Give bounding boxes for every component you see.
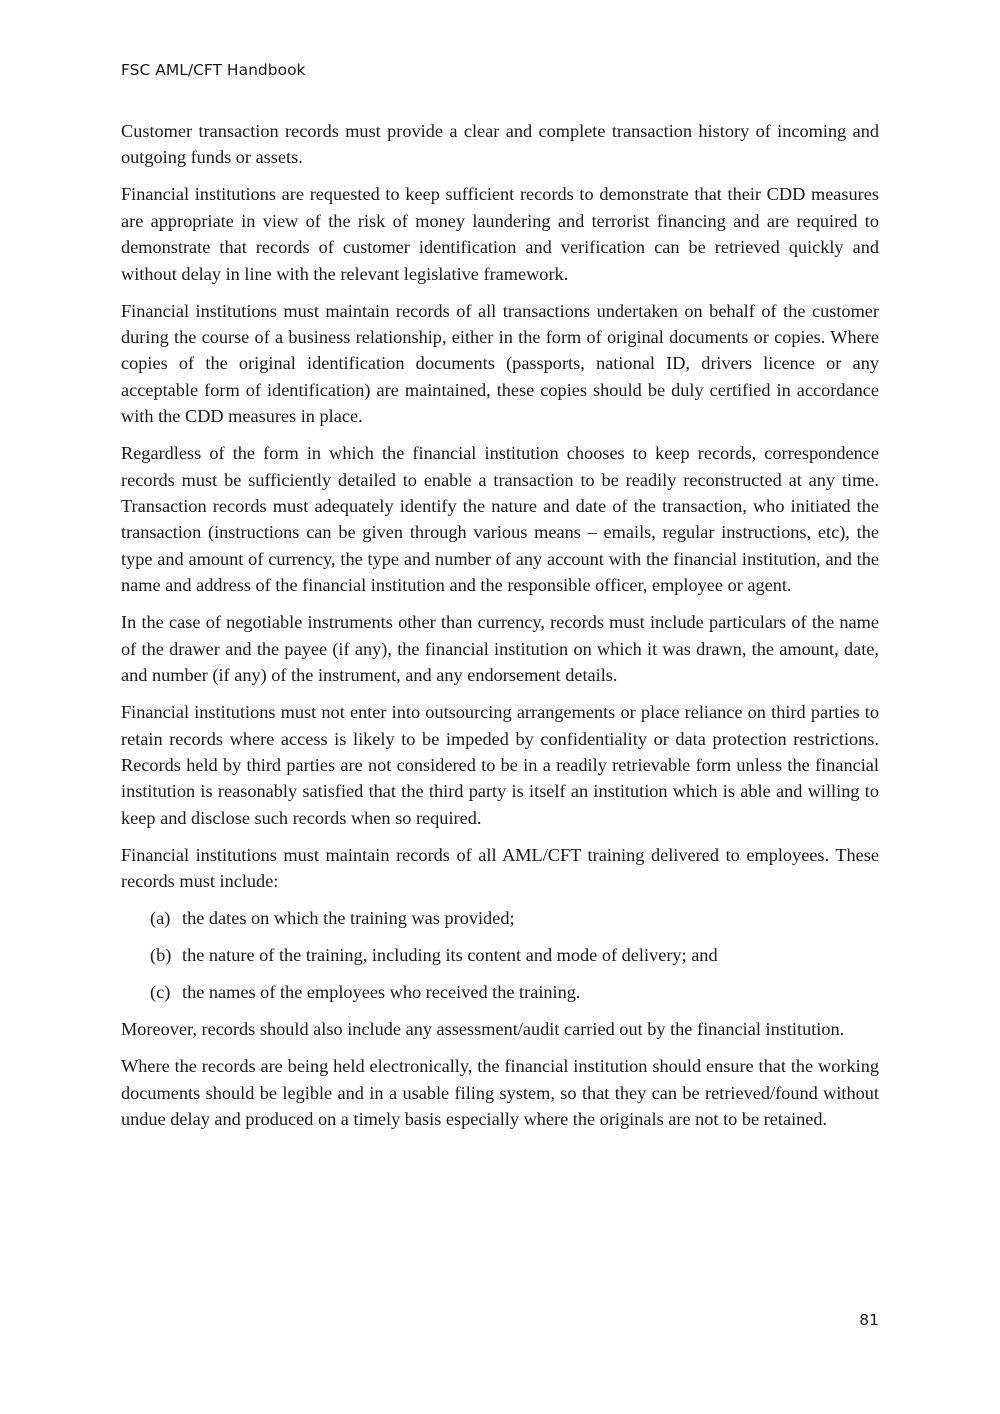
- document-body: [121, 118, 879, 1143]
- paragraph-record-form: Regardless of the form in which the financial institution chooses to keep records, correspondence records must be sufficiently detailed to enable a transaction to be readily reconstructed at any time. Transaction records must adequately identify the nature and date of the transaction, who initiated the transaction (instructions can be given through various means – emails, regular instructions, etc), the type and amount of currency, the type and number of any account with the financial institution, and the name and address of the financial institution and the responsible officer, employee or agent.: [121, 443, 879, 596]
- paragraph-assessment-audit: Moreover, records should also include any assessment/audit carried out by the financial institution.: [121, 1019, 845, 1040]
- list-marker: (a): [150, 908, 171, 929]
- list-item-text: the dates on which the training was provided;: [182, 908, 515, 929]
- list-item-text: the nature of the training, including its content and mode of delivery; and: [182, 945, 718, 966]
- paragraph-cdd-records: Financial institutions are requested to keep sufficient records to demonstrate that their CDD measures are appropriate in view of the risk of money laundering and terrorist financing and are required to demonstrate that records of customer identification and verification can be retrieved quickly and without delay in line with the relevant legislative framework.: [121, 184, 879, 284]
- paragraph-transaction-records: Financial institutions must maintain records of all transactions undertaken on behalf of the customer during the course of a business relationship, either in the form of original documents or copies. Where copies of the original identification documents (passports, national ID, drivers licence or any acceptable form of identification) are maintained, these copies should be duly certified in accordance with the CDD measures in place.: [121, 300, 879, 427]
- training-records-list: [121, 905, 879, 1005]
- paragraph-outsourcing: Financial institutions must not enter into outsourcing arrangements or place reliance on third parties to retain records where access is likely to be impeded by confidentiality or data protection restrictions. Records held by third parties are not considered to be in a readily retrievable form unless the financial institution is reasonably satisfied that the third party is itself an institution which is able and willing to keep and disclose such records when so required.: [121, 702, 879, 828]
- running-header: FSC AML/CFT Handbook: [121, 61, 306, 79]
- list-item: [121, 942, 879, 968]
- list-item-text: the names of the employees who received the training.: [182, 982, 581, 1003]
- paragraph-transaction-history: Customer transaction records must provide a clear and complete transaction history of incoming and outgoing funds or assets.: [121, 121, 879, 168]
- paragraph-negotiable-instruments: In the case of negotiable instruments other than currency, records must include particulars of the name of the drawer and the payee (if any), the financial institution on which it was drawn, the amount, date, and number (if any) of the instrument, and any endorsement details.: [121, 612, 879, 686]
- page-number: 81: [859, 1311, 879, 1329]
- list-item: [121, 905, 879, 931]
- paragraph-training-records: Financial institutions must maintain records of all AML/CFT training delivered to employees. These records must include:: [121, 844, 879, 892]
- paragraph-electronic-records: Where the records are being held electronically, the financial institution should ensure that the working documents should be legible and in a usable filing system, so that they can be retrieved/found without undue delay and produced on a timely basis especially where the originals are not to be retained.: [121, 1056, 879, 1129]
- list-marker: (b): [150, 945, 172, 966]
- list-item: [121, 979, 879, 1005]
- list-marker: (c): [150, 982, 171, 1003]
